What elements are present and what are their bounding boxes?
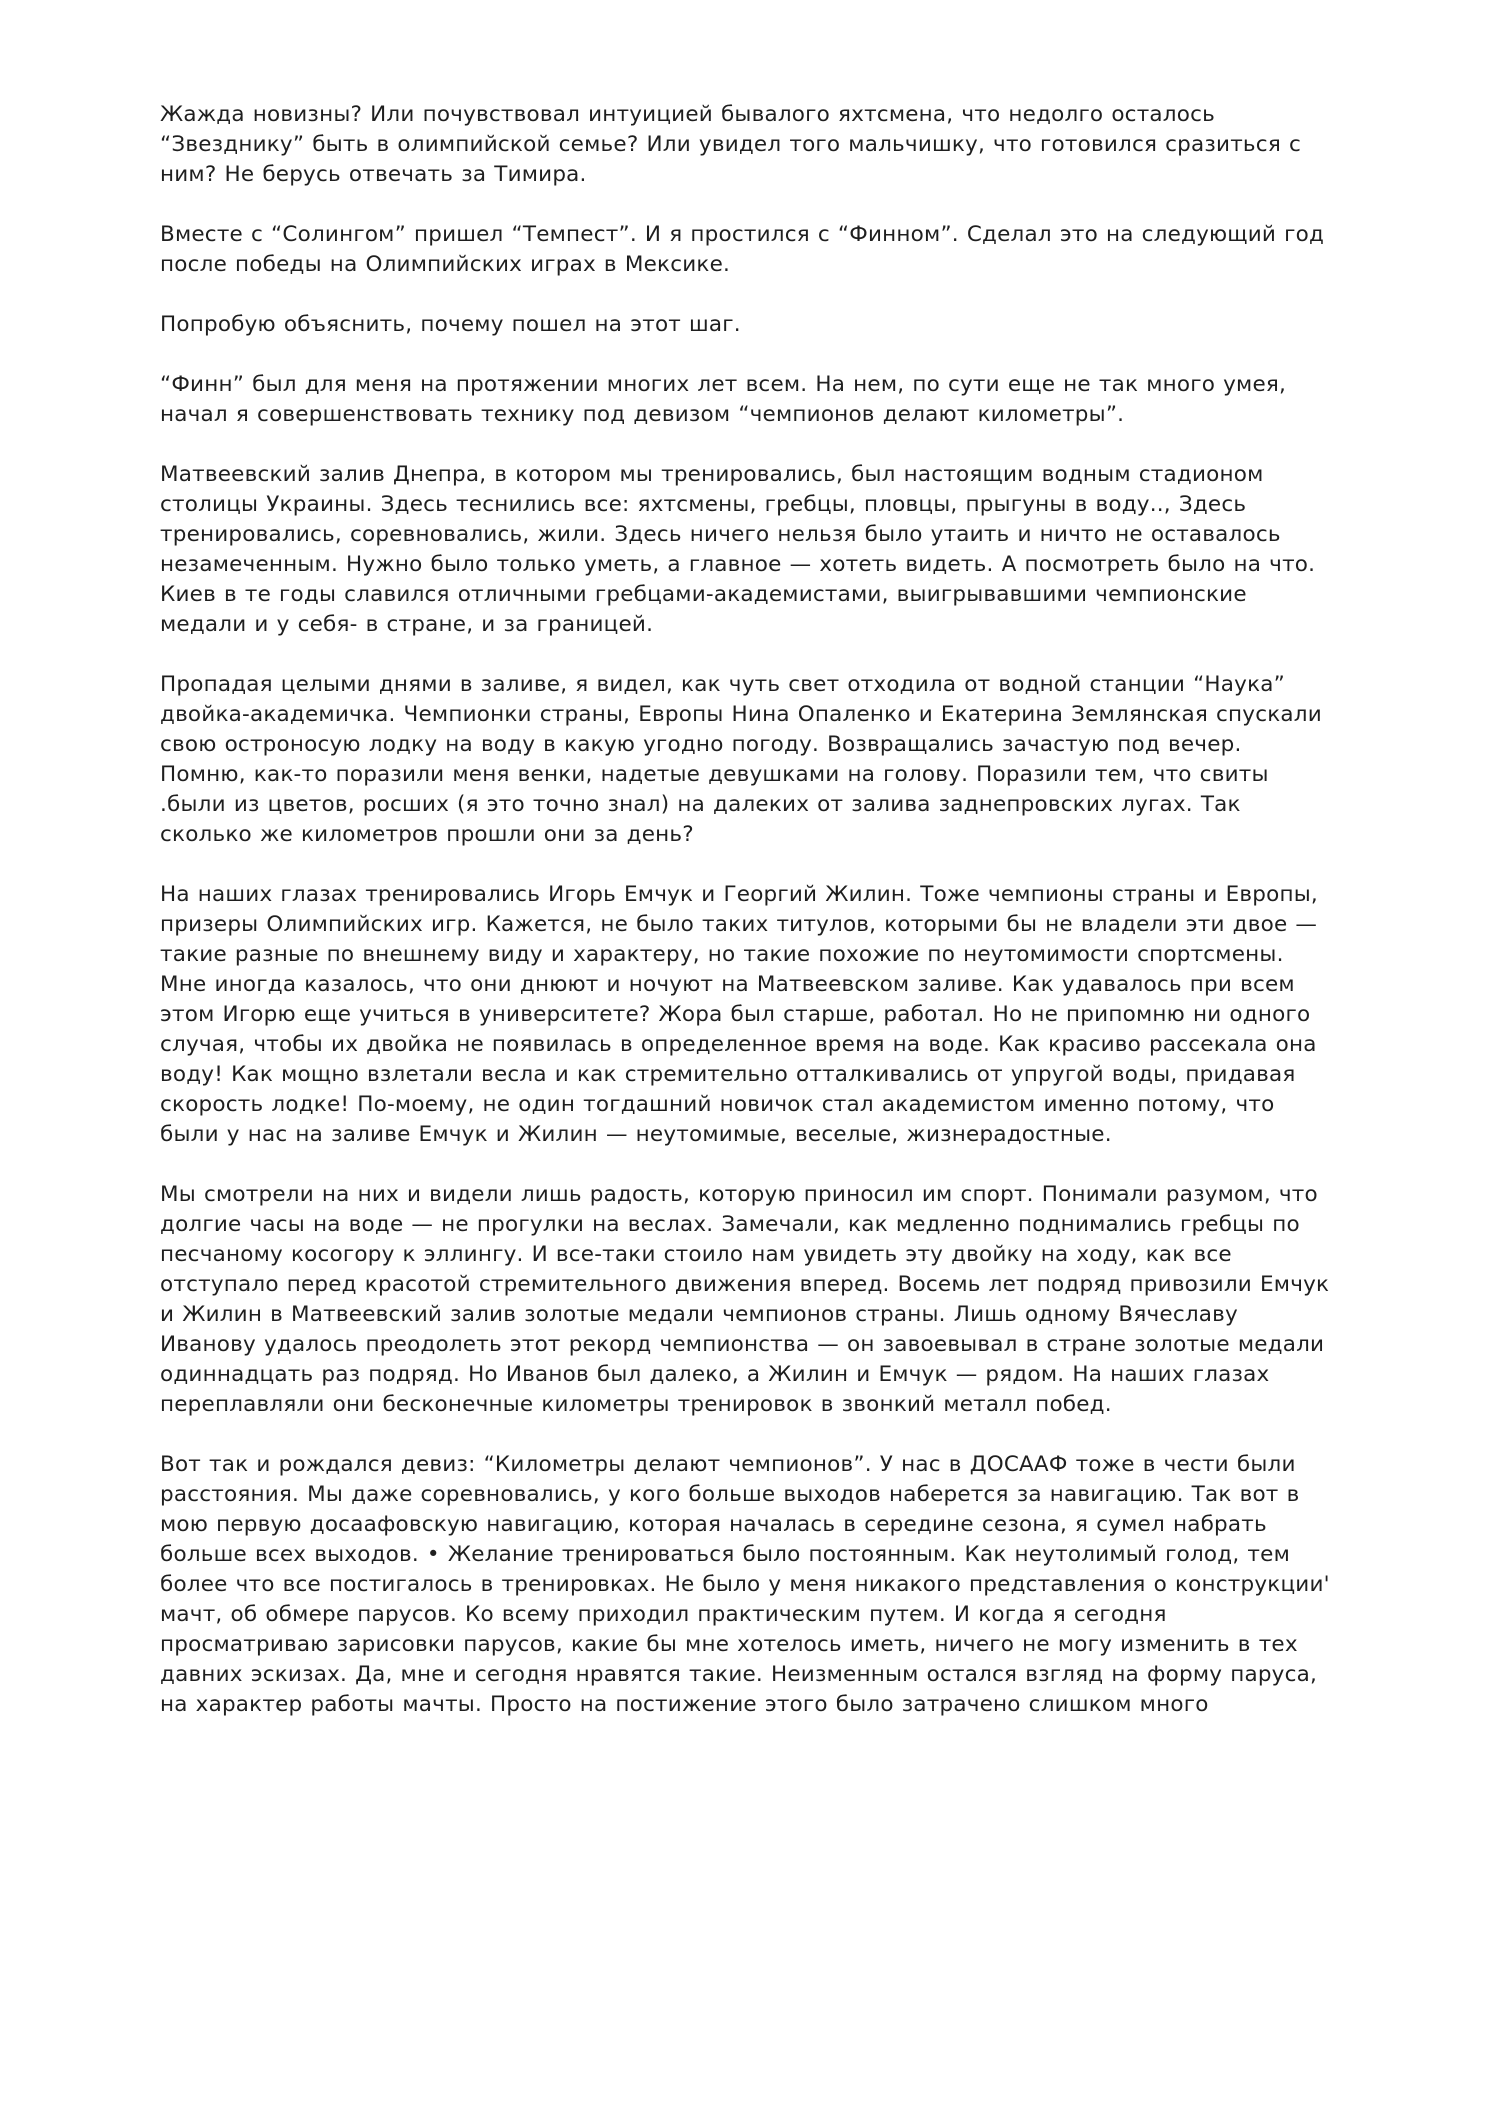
paragraph: Вместе с “Солингом” пришел “Темпест”. И я простился с “Финном”. Сделал это на следующий год после победы на Олимпийских играх в Мексике. xyxy=(160,222,1325,277)
paragraph: Пропадая целыми днями в заливе, я видел, как чуть свет отходила от водной станции “Наука” двойка-академичка. Чемпионки страны, Европы Нина Опаленко и Екатерина Землянская спускали свою остроносую лодку на воду в какую угодно погоду. Возвращались зачастую под вечер. Помню, как-то поразили меня венки, надетые девушками на голову. Поразили тем, что свиты .были из цветов, росших (я это точно знал) на далеких от залива заднепровских лугах. Так сколько же километров прошли они за день? xyxy=(160,672,1322,847)
paragraph: Вот так и рождался девиз: “Километры делают чемпионов”. У нас в ДОСААФ тоже в чести были расстояния. Мы даже соревновались, у кого больше выходов наберется за навигацию. Так вот в мою первую досаафовскую навигацию, которая началась в середине сезона, я сумел набрать больше всех выходов. • Желание тренироваться было постоянным. Как неутолимый голод, тем более что все постигалось в тренировках. Не было у меня никакого представления о конструкции' мачт, об обмере парусов. Ко всему приходил практическим путем. И когда я сегодня просматриваю зарисовки парусов, какие бы мне хотелось иметь, ничего не могу изменить в тех давних эскизах. Да, мне и сегодня нравятся такие. Неизменным остался взгляд на форму паруса, на характер работы мачты. Просто на постижение этого было затрачено слишком много xyxy=(160,1452,1330,1717)
paragraph: Матвеевский залив Днепра, в котором мы тренировались, был настоящим водным стадионом столицы Украины. Здесь теснились все: яхтсмены, гребцы, пловцы, прыгуны в воду.., Здесь тренировались, соревновались, жили. Здесь ничего нельзя было утаить и ничто не оставалось незамеченным. Нужно было только уметь, а главное — хотеть видеть. А посмотреть было на что. Киев в те годы славился отличными гребцами-академистами, выигрывавшими чемпионские медали и у себя- в стране, и за границей. xyxy=(160,462,1316,637)
paragraph: “Финн” был для меня на протяжении многих лет всем. На нем, по сути еще не так много умея, начал я совершенствовать технику под девизом “чемпионов делают километры”. xyxy=(160,372,1287,427)
paragraph: Попробую объяснить, почему пошел на этот шаг. xyxy=(160,312,741,337)
paragraph: На наших глазах тренировались Игорь Емчук и Георгий Жилин. Тоже чемпионы страны и Европы, призеры Олимпийских игр. Кажется, не было таких титулов, которыми бы не владели эти двое — такие разные по внешнему виду и характеру, но такие похожие по неутомимости спортсмены. Мне иногда казалось, что они днюют и ночуют на Матвеевском заливе. Как удавалось при всем этом Игорю еще учиться в университете? Жора был старше, работал. Но не припомню ни одного случая, чтобы их двойка не появилась в определенное время на воде. Как красиво рассекала она воду! Как мощно взлетали весла и как стремительно отталкивались от упругой воды, придавая скорость лодке! По-моему, не один тогдашний новичок стал академистом именно потому, что были у нас на заливе Емчук и Жилин — неутомимые, веселые, жизнерадостные. xyxy=(160,882,1318,1147)
paragraph: Мы смотрели на них и видели лишь радость, которую приносил им спорт. Понимали разумом, что долгие часы на воде — не прогулки на веслах. Замечали, как медленно поднимались гребцы по песчаному косогору к эллингу. И все-таки стоило нам увидеть эту двойку на ходу, как все отступало перед красотой стремительного движения вперед. Восемь лет подряд привозили Емчук и Жилин в Матвеевский залив золотые медали чемпионов страны. Лишь одному Вячеславу Иванову удалось преодолеть этот рекорд чемпионства — он завоевывал в стране золотые медали одиннадцать раз подряд. Но Иванов был далеко, а Жилин и Емчук — рядом. На наших глазах переплавляли они бесконечные километры тренировок в звонкий металл побед. xyxy=(160,1182,1330,1417)
paragraph: Жажда новизны? Или почувствовал интуицией бывалого яхтсмена, что недолго осталось “Звезднику” быть в олимпийской семье? Или увидел того мальчишку, что готовился сразиться с ним? Не берусь отвечать за Тимира. xyxy=(160,102,1302,187)
